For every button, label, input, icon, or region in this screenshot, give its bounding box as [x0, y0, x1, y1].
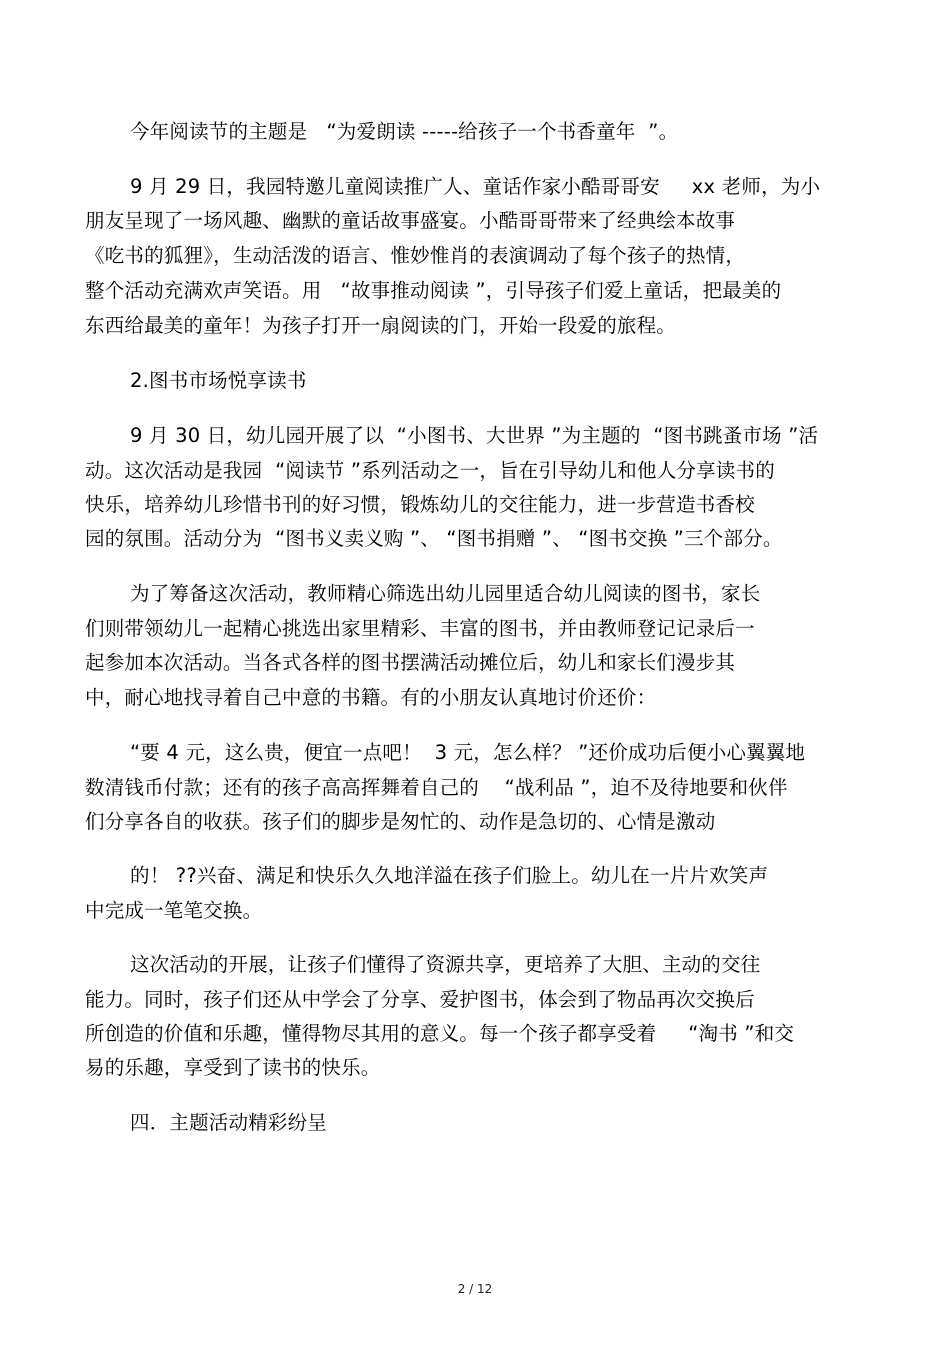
paragraph-line: 数清钱币付款；还有的孩子高高挥舞着自己的 “战利品 ”，迫不及待地要和伙伴	[85, 776, 788, 799]
paragraph-line: 中，耐心地找寻着自己中意的书籍。有的小朋友认真地讨价还价：	[85, 686, 657, 709]
paragraph-line: 朋友呈现了一场风趣、幽默的童话故事盛宴。小酷哥哥带来了经典绘本故事	[85, 209, 736, 232]
paragraph-line: “要 4 元，这么贵，便宜一点吧！ 3 元，怎么样？ ”还价成功后便小心翼翼地	[130, 741, 806, 764]
paragraph-line: 易的乐趣，享受到了读书的快乐。	[85, 1056, 381, 1079]
paragraph-line: 快乐，培养幼儿珍惜书刊的好习惯，锻炼幼儿的交往能力，进一步营造书香校	[85, 493, 755, 516]
paragraph-line: 们分享各自的收获。孩子们的脚步是匆忙的、动作是急切的、心情是激动	[85, 810, 716, 833]
paragraph-line: 动。这次活动是我园 “阅读节 ”系列活动之一，旨在引导幼儿和他人分享读书的	[85, 459, 775, 482]
page-number: 2 / 12	[457, 1282, 493, 1296]
paragraph-line: 这次活动的开展，让孩子们懂得了资源共享，更培养了大胆、主动的交往	[130, 953, 761, 976]
paragraph-line: 能力。同时，孩子们还从中学会了分享、爱护图书，体会到了物品再次交换后	[85, 988, 755, 1011]
paragraph-line: 今年阅读节的主题是 “为爱朗读 -----给孩子一个书香童年 ”。	[130, 120, 679, 143]
paragraph-line: 为了筹备这次活动，教师精心筛选出幼儿园里适合幼儿阅读的图书，家长	[130, 582, 761, 605]
paragraph-line: 《吃书的狐狸》，生动活泼的语言、惟妙惟肖的表演调动了每个孩子的热情，	[85, 244, 746, 267]
section-heading: 2.图书市场悦享读书	[130, 369, 307, 392]
paragraph-line: 中完成一笔笔交换。	[85, 899, 263, 922]
paragraph-line: 的！ ??兴奋、满足和快乐久久地洋溢在孩子们脸上。幼儿在一片片欢笑声	[130, 864, 769, 887]
paragraph-line: 们则带领幼儿一起精心挑选出家里精彩、丰富的图书，并由教师登记记录后一	[85, 617, 755, 640]
paragraph-line: 起参加本次活动。当各式各样的图书摆满活动摊位后，幼儿和家长们漫步其	[85, 651, 736, 674]
section-heading: 四．主题活动精彩纷呈	[130, 1111, 328, 1134]
paragraph-line: 所创造的价值和乐趣，懂得物尽其用的意义。每一个孩子都享受着 “淘书 ”和交	[85, 1022, 795, 1045]
paragraph-line: 东西给最美的童年！为孩子打开一扇阅读的门，开始一段爱的旅程。	[85, 314, 677, 337]
paragraph-line: 9 月 29 日，我园特邀儿童阅读推广人、童话作家小酷哥哥安 xx 老师，为小	[130, 175, 821, 198]
paragraph-line: 园的氛围。活动分为 “图书义卖义购 ”、 “图书捐赠 ”、 “图书交换 ”三个部分。	[85, 527, 783, 550]
paragraph-line: 整个活动充满欢声笑语。用 “故事推动阅读 ”，引导孩子们爱上童话，把最美的	[85, 279, 782, 302]
paragraph-line: 9 月 30 日，幼儿园开展了以 “小图书、大世界 ”为主题的 “图书跳蚤市场 ”活	[130, 424, 819, 447]
